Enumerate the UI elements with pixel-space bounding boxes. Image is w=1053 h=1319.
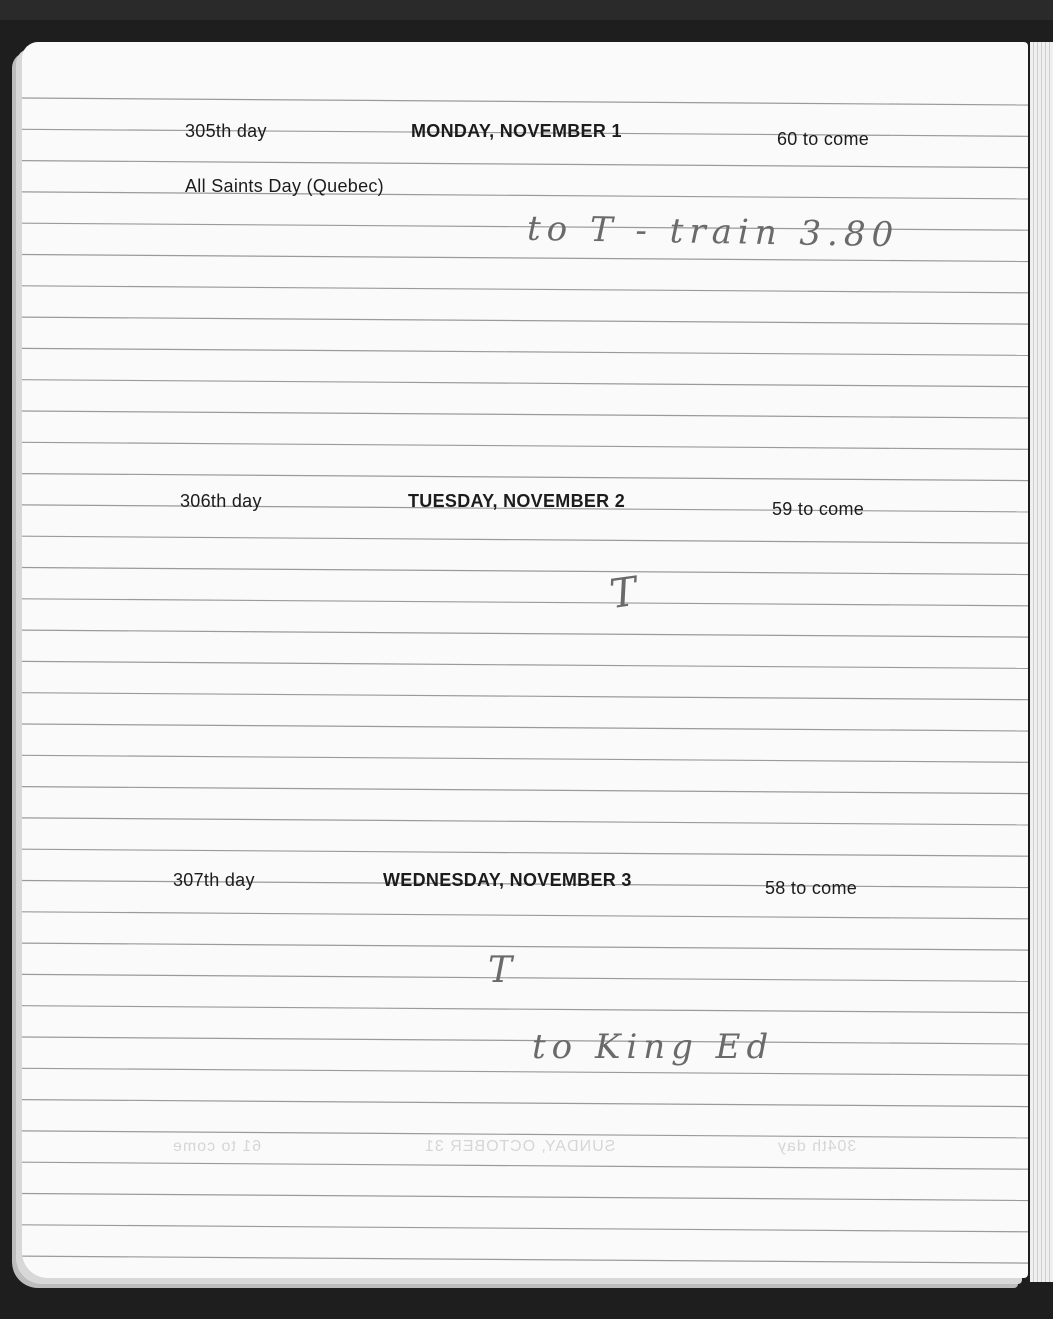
holiday-label: All Saints Day (Quebec) bbox=[185, 176, 384, 196]
ruled-line bbox=[22, 1256, 1028, 1263]
day-header-wednesday bbox=[173, 870, 893, 898]
ruled-line bbox=[22, 1006, 1028, 1013]
ruled-line bbox=[22, 286, 1028, 293]
day-date: MONDAY, NOVEMBER 1 bbox=[411, 121, 622, 141]
ruled-line bbox=[22, 693, 1028, 700]
ruled-line bbox=[22, 818, 1028, 825]
page-edges bbox=[1030, 42, 1053, 1282]
ruled-line bbox=[22, 1131, 1028, 1138]
days-remaining: 59 to come bbox=[772, 499, 865, 519]
ruled-line bbox=[22, 1162, 1028, 1169]
handwritten-note: to King Ed bbox=[532, 1027, 775, 1067]
ruled-line bbox=[22, 1100, 1028, 1107]
day-header-monday bbox=[185, 121, 905, 149]
ruled-line bbox=[22, 943, 1028, 950]
handwritten-note: to T - train 3.80 bbox=[526, 208, 900, 256]
ruled-line bbox=[22, 255, 1028, 262]
ruled-line bbox=[22, 317, 1028, 324]
ruled-line bbox=[22, 411, 1028, 418]
day-number: 305th day bbox=[185, 121, 267, 141]
diary-page bbox=[22, 42, 1028, 1278]
handwritten-note: T bbox=[488, 950, 519, 991]
ruled-line bbox=[22, 192, 1028, 199]
ruled-line bbox=[22, 787, 1028, 794]
ruled-line bbox=[22, 1225, 1028, 1232]
ruled-line bbox=[22, 974, 1028, 981]
show-through-date: SUNDAY, OCTOBER 31 bbox=[424, 1138, 616, 1155]
day-date: WEDNESDAY, NOVEMBER 3 bbox=[383, 870, 632, 890]
ruled-line bbox=[22, 912, 1028, 919]
ruled-line bbox=[22, 630, 1028, 637]
ruled-line bbox=[22, 442, 1028, 449]
ruled-line bbox=[22, 849, 1028, 856]
ruled-line bbox=[22, 380, 1028, 387]
show-through-remaining: 61 to come bbox=[172, 1138, 262, 1155]
handwritten-note: T bbox=[606, 567, 646, 619]
ruled-line bbox=[22, 568, 1028, 575]
ruled-line bbox=[22, 755, 1028, 762]
show-through-day-number: 304th day bbox=[777, 1138, 857, 1155]
ruled-line bbox=[22, 348, 1028, 355]
days-remaining: 60 to come bbox=[777, 129, 870, 149]
ruled-line bbox=[22, 161, 1028, 168]
day-number: 307th day bbox=[173, 870, 255, 890]
day-date: TUESDAY, NOVEMBER 2 bbox=[408, 491, 626, 511]
ruled-line bbox=[22, 724, 1028, 731]
day-header-tuesday bbox=[180, 491, 900, 519]
ruled-line bbox=[22, 661, 1028, 668]
ruled-line bbox=[22, 1037, 1028, 1044]
ruled-line bbox=[22, 599, 1028, 606]
ruled-line bbox=[22, 1194, 1028, 1201]
ruled-line bbox=[22, 474, 1028, 481]
days-remaining: 58 to come bbox=[765, 878, 858, 898]
day-number: 306th day bbox=[180, 491, 262, 511]
ruled-line bbox=[22, 98, 1028, 105]
ruled-line bbox=[22, 536, 1028, 543]
ruled-line bbox=[22, 1068, 1028, 1075]
